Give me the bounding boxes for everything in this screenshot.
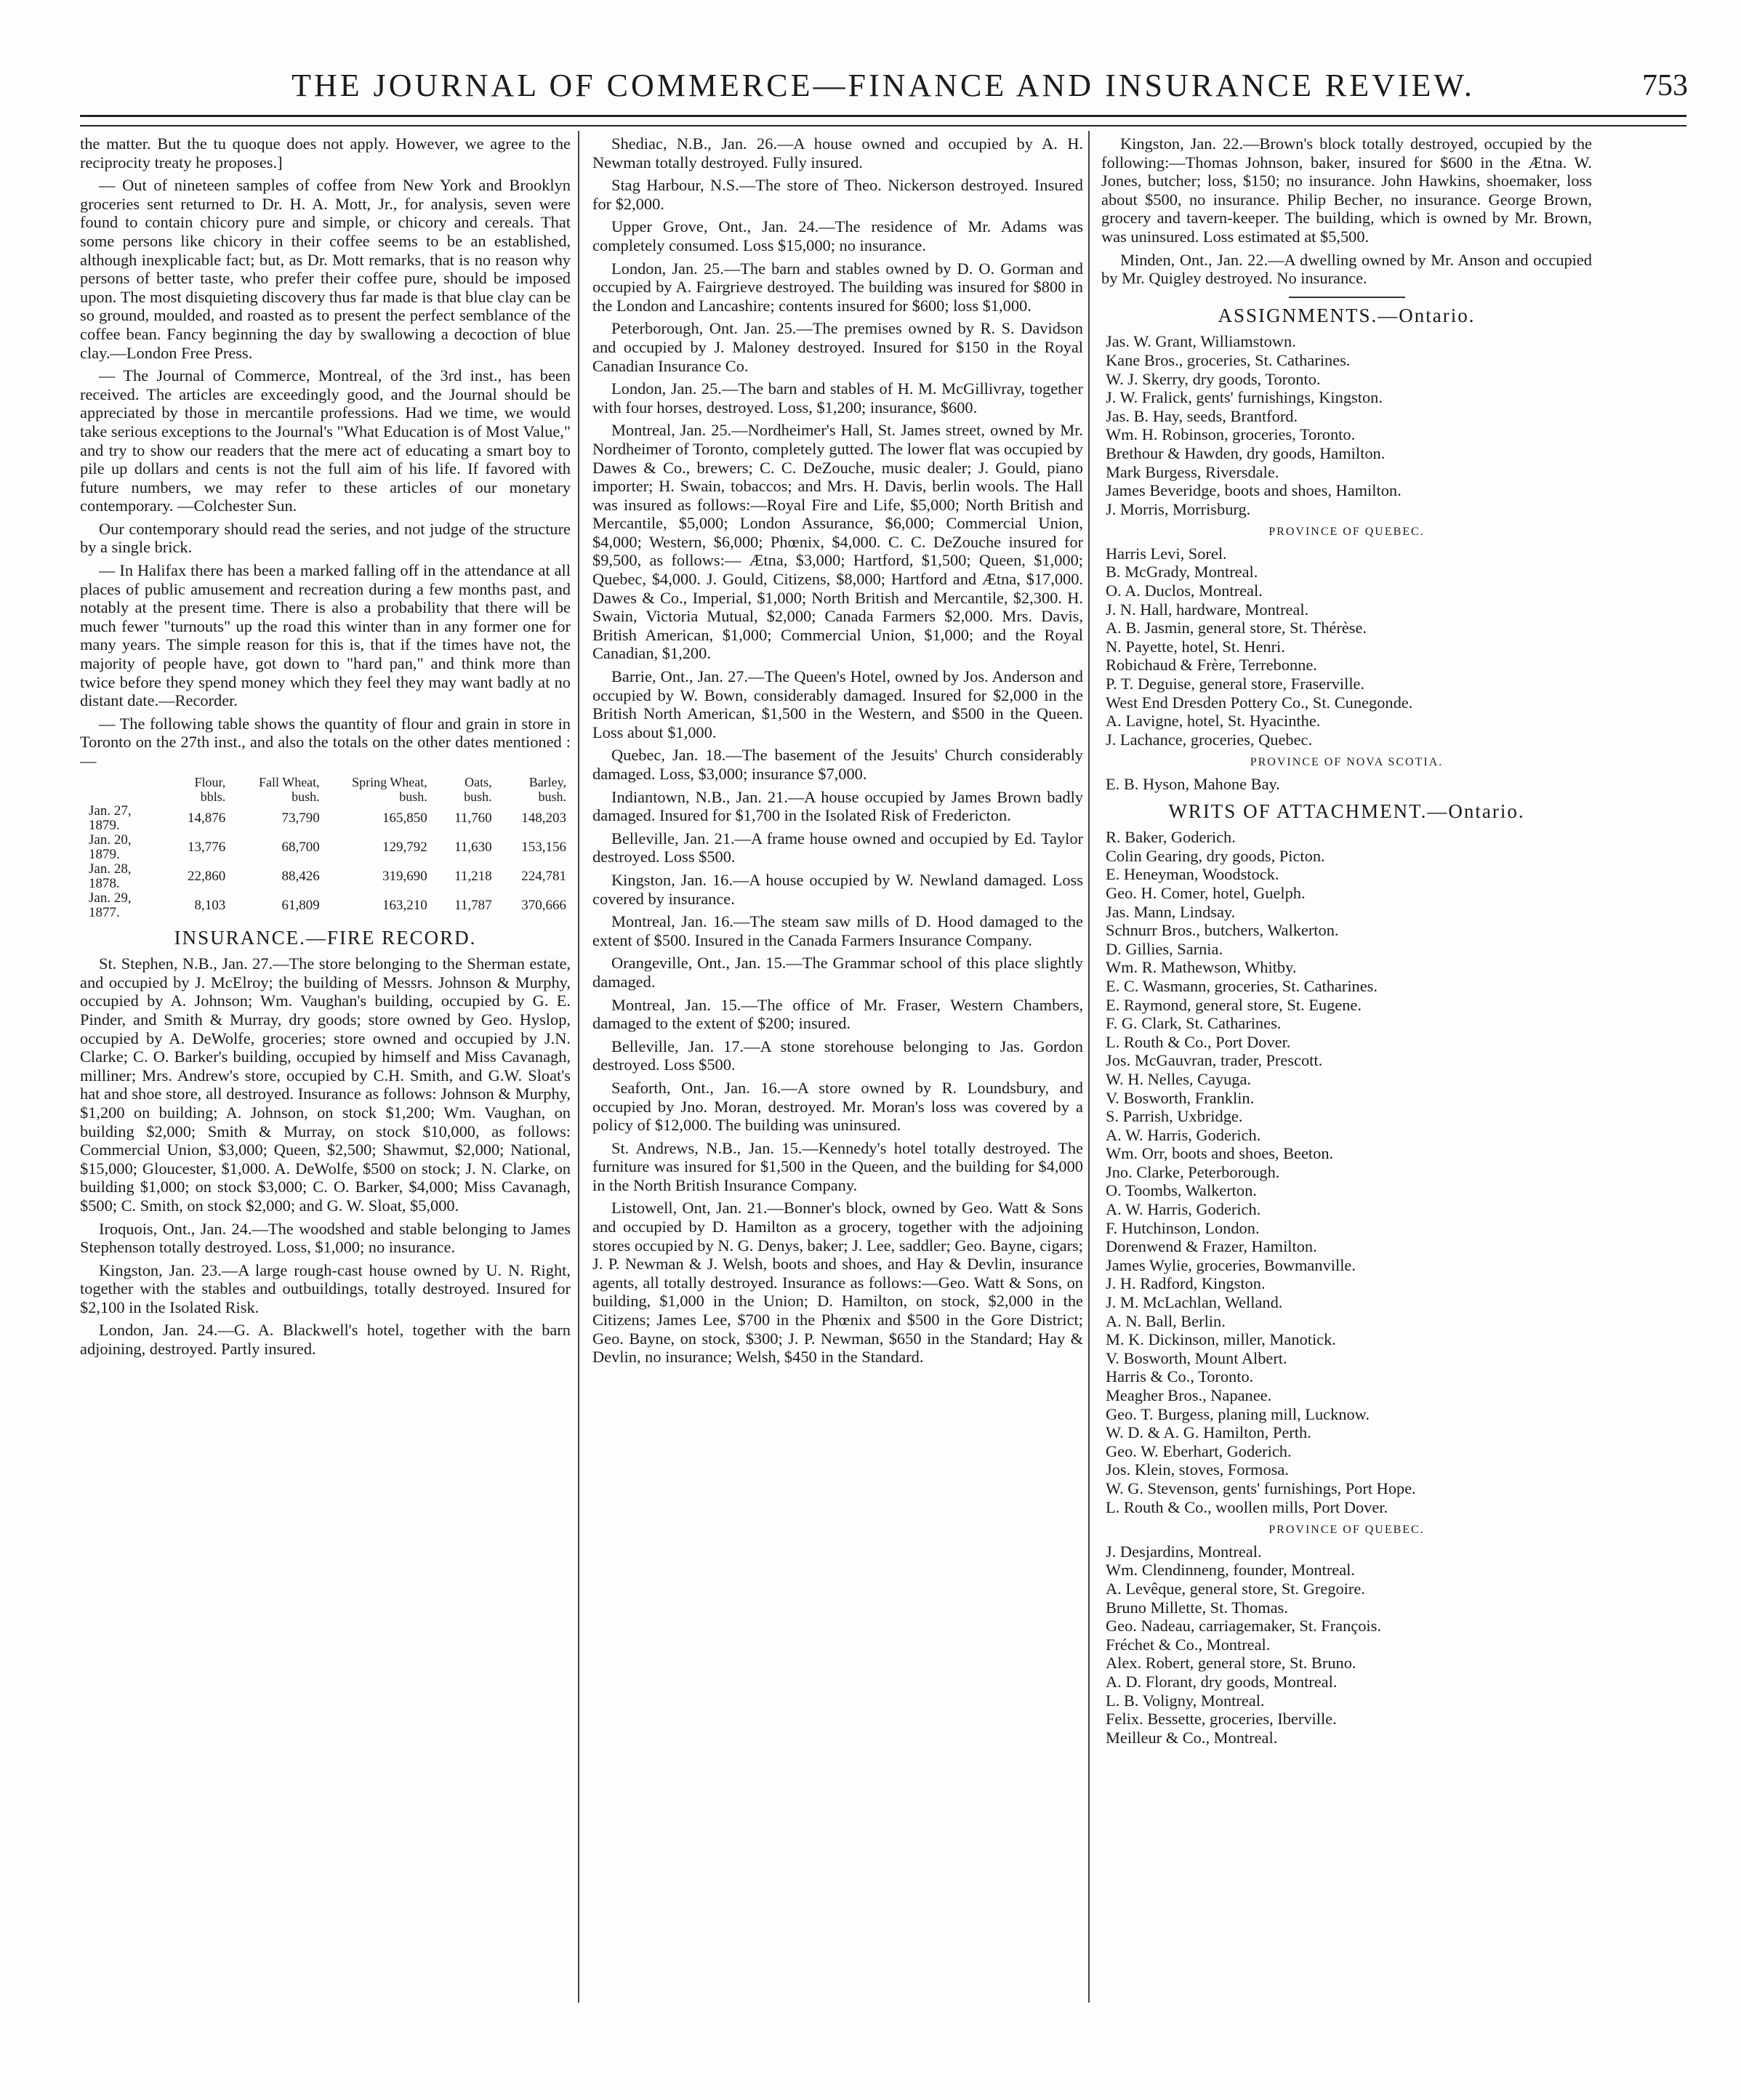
table-cell: 11,760	[454, 810, 492, 826]
table-cell: 148,203	[521, 810, 566, 826]
table-cell: Jan. 29, 1877.	[89, 890, 132, 920]
paragraph: St. Stephen, N.B., Jan. 27.—The store belonging to the Sherman estate, and occupied by J. McElroy; the building of Messrs. Johnson & Murphy, occupied by A. Johnson; Wm. Vaughan's building, occupied by G. E. Pinder, and Smith & Murray, dry goods; store owned by Geo. Hyslop, occupied by A. DeWolfe, groceries; store owned and occupied by J.N. Clarke; C. O. Barker's building, occupied by himself and Miss Cavanagh, milliner; Mrs. Andrew's store, occupied by C.H. Smith, and G.W. Sloat's hat and shoe store, all destroyed. Insurance as follows: Johnson & Murphy, $1,200 on building; A. Johnson, on stock $1,200; Wm. Vaughan, on building $2,000; Smith & Murray, on stock $10,000, as follows: Commercial Union, $3,000; Queen, $2,500; Shawmut, $2,000; National, $15,000; Gloucester, $1,000. A. DeWolfe, $500 on stock; J. N. Clarke, on building $1,000; on stock $3,000; C. O. Barker, $4,000; Miss Cavanagh, $500; C. Smith, on stock $2,000; and G. W. Sloat, $5,000.	[80, 954, 571, 1215]
list-item: W. H. Nelles, Cayuga.	[1106, 1069, 1252, 1088]
list-item: A. W. Harris, Goderich.	[1106, 1125, 1261, 1144]
page-number: 753	[1642, 69, 1688, 102]
list-item: Schnurr Bros., butchers, Walkerton.	[1106, 921, 1339, 940]
column-2	[592, 134, 1083, 1371]
section-title-assignments: ASSIGNMENTS.—Ontario.	[1218, 304, 1476, 326]
table-cell: 68,700	[281, 839, 320, 855]
table-cell: 14,876	[188, 810, 226, 826]
list-item: A. D. Florant, dry goods, Montreal.	[1106, 1672, 1338, 1691]
column-header: Spring Wheat, bush.	[352, 774, 427, 804]
paragraph: Barrie, Ont., Jan. 27.—The Queen's Hotel, owned by Jos. Anderson and occupied by W. Bown, considerably damaged. Insured for $2,000 in the British North American, $1,500 in the Western, and $500 in the Queen. Loss about $1,000.	[592, 667, 1083, 741]
header-rule-thin	[80, 125, 1686, 126]
list-item: Brethour & Hawden, dry goods, Hamilton.	[1106, 443, 1386, 462]
paragraph: Montreal, Jan. 25.—Nordheimer's Hall, St. James street, owned by Mr. Nordheimer of Toronto, completely gutted. The lower flat was occupied by Dawes & Co., brewers; C. C. DeZouche, music dealer; J. Gould, piano importer; H. Swain, tobaccos; and Mrs. H. Davis, berlin wools. The Hall was insured as follows:—Royal Fire and Life, $5,000; North British and Mercantile, $5,000; London Assurance, $6,000; Commercial Union, $4,000; Western, $6,000; Phœnix, $4,000. C. C. DeZouche insured for $9,500, as follows:— Ætna, $3,000; Hartford, $1,500; Queen, $1,000; Quebec, $4,000. J. Gould, Citizens, $8,000; Hartford and Ætna, $17,000. Dawes & Co., Imperial, $1,000; North British and Mercantile, $2,300. H. Swain, Victoria Mutual, $2,000; Canada Farmers $2,000. Mrs. Davis, British American, $1,000; Commercial Union, $1,000; and the Royal Canadian, $1,200.	[592, 421, 1083, 663]
paragraph: Orangeville, Ont., Jan. 15.—The Grammar school of this place slightly damaged.	[592, 954, 1083, 991]
list-item: J. Desjardins, Montreal.	[1106, 1542, 1262, 1561]
list-item: James Beveridge, boots and shoes, Hamilton.	[1106, 481, 1402, 500]
paragraph: Kingston, Jan. 16.—A house occupied by W. Newland damaged. Loss covered by insurance.	[592, 870, 1083, 908]
list-item: Fréchet & Co., Montreal.	[1106, 1635, 1271, 1654]
table-cell: 13,776	[188, 839, 226, 855]
list-item: J. M. McLachlan, Welland.	[1106, 1293, 1283, 1312]
list-item: Wm. Orr, boots and shoes, Beeton.	[1106, 1144, 1334, 1163]
list-item: Harris Levi, Sorel.	[1106, 544, 1227, 563]
list-item: F. Hutchinson, London.	[1106, 1218, 1260, 1237]
paragraph: — The Journal of Commerce, Montreal, of the 3rd inst., has been received. The articles are exceedingly good, and the Journal should be appreciated by those in mercantile professions. Had we time, we would take serious exceptions to the Journal's "What Education is of Most Value," and try to show our readers that the mere act of educating a smart boy to pile up dollars and cents is not the full aim of his life. If favored with future numbers, we may refer to these articles of our monetary contemporary. —Colchester Sun.	[80, 366, 571, 515]
table-cell: 22,860	[188, 868, 226, 884]
paragraph: Our contemporary should read the series, and not judge of the structure by a single brick.	[80, 519, 571, 557]
paragraph: — In Halifax there has been a marked falling off in the attendance at all places of public amusement and recreation during a few months past, and notably at the present time. There is also a probability that there will be much fewer "turnouts" up the road this winter than in any former one for many years. The simple reason for this is, that if the times have not, the majority of people have, got down to "hard pan," and think more than twice before they spend money which they feel they may want badly at no distant date.—Recorder.	[80, 561, 571, 710]
column-divider	[1088, 131, 1090, 2003]
list-item: V. Bosworth, Franklin.	[1106, 1088, 1255, 1107]
paragraph: London, Jan. 25.—The barn and stables of H. M. McGillivray, together with four horses, destroyed. Loss, $1,200; insurance, $600.	[592, 379, 1083, 417]
list-item: M. K. Dickinson, miller, Manotick.	[1106, 1330, 1336, 1349]
section-divider	[1289, 297, 1405, 298]
writs-quebec-list	[1101, 1542, 1592, 1747]
subhead-province-nova-scotia: PROVINCE OF NOVA SCOTIA.	[1250, 756, 1444, 769]
table-row	[89, 862, 571, 891]
list-item: Jos. McGauvran, trader, Prescott.	[1106, 1051, 1323, 1070]
list-item: N. Payette, hotel, St. Henri.	[1106, 637, 1285, 656]
table-cell: 11,218	[454, 868, 492, 884]
paragraph: Montreal, Jan. 15.—The office of Mr. Fraser, Western Chambers, damaged to the extent of $200; insured.	[592, 995, 1083, 1033]
list-item: Jas. W. Grant, Williamstown.	[1106, 332, 1296, 351]
list-item: Wm. Clendinneng, founder, Montreal.	[1106, 1561, 1355, 1580]
table-cell: 88,426	[281, 868, 320, 884]
list-item: J. H. Radford, Kingston.	[1106, 1274, 1266, 1293]
paragraph: Belleville, Jan. 21.—A frame house owned and occupied by Ed. Taylor destroyed. Loss $500.	[592, 829, 1083, 866]
list-item: A. W. Harris, Goderich.	[1106, 1200, 1261, 1219]
list-item: Kane Bros., groceries, St. Catharines.	[1106, 350, 1351, 369]
column-header: Barley, bush.	[528, 774, 566, 804]
column-header	[89, 775, 164, 804]
list-item: Mark Burgess, Riversdale.	[1106, 462, 1279, 481]
list-item: Wm. R. Mathewson, Whitby.	[1106, 958, 1297, 977]
paragraph: Quebec, Jan. 18.—The basement of the Jesuits' Church considerably damaged. Loss, $3,000; insurance $7,000.	[592, 746, 1083, 783]
paragraph: Peterborough, Ont. Jan. 25.—The premises owned by R. S. Davidson and occupied by J. Maloney destroyed. Insured for $150 in the Royal Canadian Insurance Co.	[592, 319, 1083, 375]
list-item: Dorenwend & Frazer, Hamilton.	[1106, 1237, 1317, 1256]
list-item: F. G. Clark, St. Catharines.	[1106, 1014, 1282, 1033]
section-title-fire-record: INSURANCE.—FIRE RECORD.	[174, 926, 477, 949]
list-item: Jas. Mann, Lindsay.	[1106, 902, 1236, 921]
table-cell: 11,787	[454, 897, 492, 913]
column-header: Flour, bbls.	[194, 774, 226, 804]
table-cell: 129,792	[382, 839, 427, 855]
list-item: Geo. T. Burgess, planing mill, Lucknow.	[1106, 1404, 1370, 1423]
table-cell: 165,850	[382, 810, 427, 826]
assignments-ontario-list	[1101, 332, 1592, 518]
table-cell: 8,103	[194, 897, 226, 913]
paragraph: Kingston, Jan. 23.—A large rough-cast house owned by U. N. Right, together with the stables and outbuildings, totally destroyed. Insured for $2,100 in the Isolated Risk.	[80, 1260, 571, 1316]
list-item: E. B. Hyson, Mahone Bay.	[1106, 775, 1280, 793]
list-item: J. Lachance, groceries, Quebec.	[1106, 730, 1313, 749]
grain-table-header	[89, 775, 571, 804]
list-item: Felix. Bessette, groceries, Iberville.	[1106, 1710, 1337, 1729]
paragraph: Belleville, Jan. 17.—A stone storehouse belonging to Jas. Gordon destroyed. Loss $500.	[592, 1037, 1083, 1074]
paragraph: Indiantown, N.B., Jan. 21.—A house occupied by James Brown badly damaged. Insured for $1,700 in the Isolated Risk of Fredericton.	[592, 787, 1083, 825]
paragraph: Stag Harbour, N.S.—The store of Theo. Nickerson destroyed. Insured for $2,000.	[592, 176, 1083, 213]
table-cell: Jan. 28, 1878.	[89, 861, 132, 891]
list-item: Jas. B. Hay, seeds, Brantford.	[1106, 406, 1298, 425]
subhead-province-quebec: PROVINCE OF QUEBEC.	[1268, 526, 1425, 539]
list-item: B. McGrady, Montreal.	[1106, 563, 1258, 582]
list-item: Geo. Nadeau, carriagemaker, St. François.	[1106, 1617, 1381, 1636]
table-cell: 370,666	[521, 897, 566, 913]
list-item: L. Routh & Co., Port Dover.	[1106, 1032, 1291, 1051]
list-item: Meagher Bros., Napanee.	[1106, 1386, 1272, 1404]
table-cell: 61,809	[281, 897, 320, 913]
list-item: L. B. Voligny, Montreal.	[1106, 1691, 1265, 1710]
list-item: W. D. & A. G. Hamilton, Perth.	[1106, 1423, 1311, 1442]
list-item: E. Raymond, general store, St. Eugene.	[1106, 995, 1362, 1014]
list-item: J. Morris, Morrisburg.	[1106, 499, 1251, 518]
list-item: James Wylie, groceries, Bowmanville.	[1106, 1255, 1356, 1274]
table-cell: 224,781	[521, 868, 566, 884]
paragraph: London, Jan. 25.—The barn and stables owned by D. O. Gorman and occupied by A. Fairgrieve destroyed. The building was insured for $800 in the London and Lancashire; contents insured for $600; loss $1,000.	[592, 259, 1083, 315]
list-item: Robichaud & Frère, Terrebonne.	[1106, 656, 1317, 675]
assignments-nova-scotia-list	[1101, 775, 1592, 794]
list-item: W. G. Stevenson, gents' furnishings, Port Hope.	[1106, 1479, 1416, 1497]
list-item: Meilleur & Co., Montreal.	[1106, 1728, 1278, 1747]
paragraph: — Out of nineteen samples of coffee from New York and Brooklyn groceries sent returned to Dr. H. A. Mott, Jr., for analysis, seven were found to contain chicory pure and simple, or chicory and cereals. That some persons like chicory in their coffee seems to be an established, although inexplicable fact; but, as Dr. Mott remarks, that is no reason why persons of better taste, who prefer their coffee pure, should be imposed upon. The most disquieting discovery thus far made is that blue clay can be so ground, moulded, and roasted as to present the perfect semblance of the coffee bean. Fancy beginning the day by swallowing a decoction of blue clay.—London Free Press.	[80, 176, 571, 362]
list-item: L. Routh & Co., woollen mills, Port Dover.	[1106, 1497, 1388, 1516]
list-item: Harris & Co., Toronto.	[1106, 1367, 1254, 1386]
column-header: Fall Wheat, bush.	[259, 774, 320, 804]
table-row	[89, 833, 571, 862]
list-item: S. Parrish, Uxbridge.	[1106, 1107, 1243, 1126]
masthead-title: THE JOURNAL OF COMMERCE—FINANCE AND INSURANCE REVIEW.	[291, 68, 1475, 103]
paragraph: Kingston, Jan. 22.—Brown's block totally destroyed, occupied by the following:—Thomas Johnson, baker, insured for $600 in the Ætna. W. Jones, butcher; loss, $150; no insurance. John Hawkins, shoemaker, loss about $500, no insurance. Philip Becher, no insurance. George Brown, grocery and tavern-keeper. The building, which is owned by Mr. Brown, was uninsured. Loss estimated at $5,500.	[1101, 134, 1592, 246]
column-header: Oats, bush.	[464, 774, 492, 804]
grain-table	[89, 775, 571, 920]
list-item: Bruno Millette, St. Thomas.	[1106, 1598, 1288, 1617]
list-item: A. B. Jasmin, general store, St. Thérèse.	[1106, 619, 1367, 637]
paragraph: Iroquois, Ont., Jan. 24.—The woodshed and stable belonging to James Stephenson totally destroyed. Loss, $1,000; no insurance.	[80, 1219, 571, 1257]
paragraph: — The following table shows the quantity of flour and grain in store in Toronto on the 27th inst., and also the totals on the other dates mentioned :—	[80, 714, 571, 770]
table-cell: Jan. 20, 1879.	[89, 832, 132, 862]
list-item: Geo. W. Eberhart, Goderich.	[1106, 1441, 1292, 1460]
list-item: Geo. H. Comer, hotel, Guelph.	[1106, 883, 1306, 902]
list-item: West End Dresden Pottery Co., St. Cunegonde.	[1106, 693, 1413, 712]
assignments-quebec-list	[1101, 544, 1592, 749]
paragraph: Montreal, Jan. 16.—The steam saw mills of D. Hood damaged to the extent of $500. Insured in the Canada Farmers Insurance Company.	[592, 912, 1083, 949]
column-3	[1101, 134, 1592, 1747]
table-row	[89, 804, 571, 833]
list-item: E. C. Wasmann, groceries, St. Catharines.	[1106, 976, 1378, 995]
table-cell: 11,630	[454, 839, 492, 855]
paragraph: the matter. But the tu quoque does not apply. However, we agree to the reciprocity treaty he proposes.]	[80, 134, 571, 172]
list-item: W. J. Skerry, dry goods, Toronto.	[1106, 369, 1321, 388]
list-item: J. W. Fralick, gents' furnishings, Kingston.	[1106, 388, 1383, 407]
column-divider	[578, 131, 579, 2003]
list-item: A. N. Ball, Berlin.	[1106, 1311, 1226, 1330]
list-item: O. A. Duclos, Montreal.	[1106, 582, 1263, 600]
table-cell: 153,156	[521, 839, 566, 855]
paragraph: St. Andrews, N.B., Jan. 15.—Kennedy's hotel totally destroyed. The furniture was insured for $1,500 in the Queen, and the building for $4,000 in the North British Insurance Company.	[592, 1138, 1083, 1194]
list-item: Alex. Robert, general store, St. Bruno.	[1106, 1654, 1356, 1673]
list-item: P. T. Deguise, general store, Fraserville.	[1106, 675, 1365, 693]
list-item: E. Heneyman, Woodstock.	[1106, 865, 1279, 884]
list-item: A. Lavigne, hotel, St. Hyacinthe.	[1106, 712, 1321, 731]
subhead-province-quebec: PROVINCE OF QUEBEC.	[1268, 1524, 1425, 1537]
header-rule	[80, 115, 1686, 117]
list-item: V. Bosworth, Mount Albert.	[1106, 1348, 1287, 1367]
table-cell: 163,210	[382, 897, 427, 913]
paragraph: Shediac, N.B., Jan. 26.—A house owned and occupied by A. H. Newman totally destroyed. Fully insured.	[592, 134, 1083, 172]
writs-ontario-list	[1101, 828, 1592, 1516]
table-cell: Jan. 27, 1879.	[89, 802, 132, 833]
table-cell: 319,690	[382, 868, 427, 884]
section-title-writs: WRITS OF ATTACHMENT.—Ontario.	[1168, 800, 1525, 822]
list-item: D. Gillies, Sarnia.	[1106, 939, 1223, 958]
list-item: Jno. Clarke, Peterborough.	[1106, 1162, 1280, 1181]
list-item: Jos. Klein, stoves, Formosa.	[1106, 1460, 1289, 1479]
paragraph: Seaforth, Ont., Jan. 16.—A store owned by R. Loundsbury, and occupied by Jno. Moran, destroyed. Mr. Moran's loss was covered by a policy of $12,000. The building was uninsured.	[592, 1078, 1083, 1135]
list-item: Wm. H. Robinson, groceries, Toronto.	[1106, 425, 1356, 444]
paragraph: Minden, Ont., Jan. 22.—A dwelling owned by Mr. Anson and occupied by Mr. Quigley destroyed. No insurance.	[1101, 250, 1592, 288]
table-cell: 73,790	[281, 810, 320, 826]
list-item: R. Baker, Goderich.	[1106, 828, 1236, 847]
list-item: A. Levêque, general store, St. Gregoire.	[1106, 1579, 1365, 1598]
list-item: O. Toombs, Walkerton.	[1106, 1181, 1257, 1200]
paragraph: Listowell, Ont, Jan. 21.—Bonner's block, owned by Geo. Watt & Sons and occupied by D. Hamilton as a grocery, together with the adjoining stores occupied by N. G. Denys, baker; J. Lee, saddler; Geo. Bayne, cigars; J. P. Newman & J. Welsh, boots and shoes, and Hay & Devlin, insurance agents, all totally destroyed. Insurance as follows:—Geo. Watt & Sons, on building, $1,000 in the Union; D. Hamilton, on stock, $2,000 in the Citizens; James Lee, $700 in the Phœnix and $500 in the Gore District; Geo. Bayne, on stock, $300; J. P. Newman, $650 in the Standard; Hay & Devlin, no insurance; Welsh, $450 in the Standard.	[592, 1199, 1083, 1367]
table-row	[89, 891, 571, 920]
list-item: J. N. Hall, hardware, Montreal.	[1106, 600, 1309, 619]
column-1	[80, 134, 571, 1363]
paragraph: Upper Grove, Ont., Jan. 24.—The residence of Mr. Adams was completely consumed. Loss $15,000; no insurance.	[592, 217, 1083, 254]
list-item: Colin Gearing, dry goods, Picton.	[1106, 846, 1325, 865]
paragraph: London, Jan. 24.—G. A. Blackwell's hotel, together with the barn adjoining, destroyed. Partly insured.	[80, 1321, 571, 1359]
